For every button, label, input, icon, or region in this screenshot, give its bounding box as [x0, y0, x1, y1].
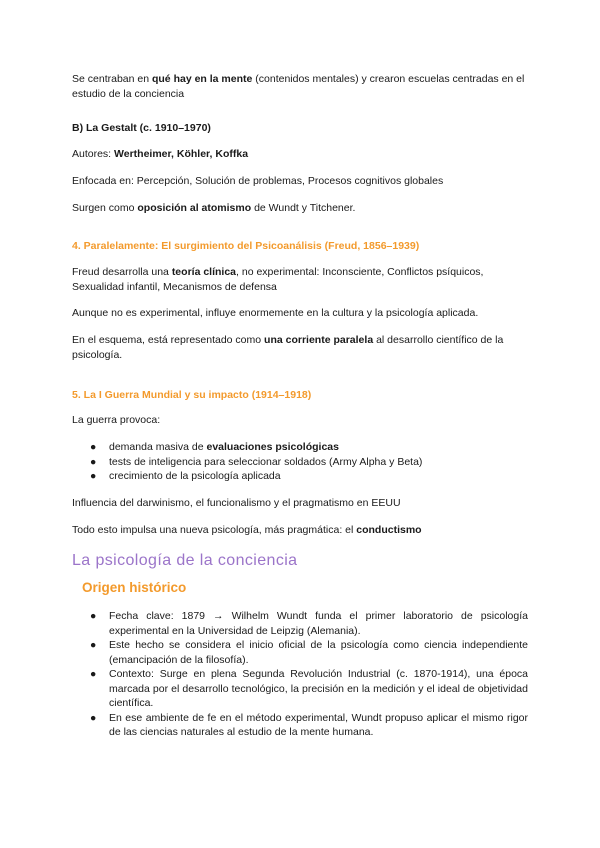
war-effects-list [72, 440, 528, 484]
gestalt-focus: Enfocada en: Percepción, Solución de problemas, Procesos cognitivos globales [72, 175, 444, 187]
psychoanalysis-influence: Aunque no es experimental, influye enormemente en la cultura y la psicología aplicada. [72, 307, 479, 319]
list-item: ● Fecha clave: 1879 → Wilhelm Wundt funda el primer laboratorio de psicología experimental en la Universidad de Leipzig (Alemania). [90, 610, 528, 637]
list-item: ● crecimiento de la psicología aplicada [90, 470, 281, 482]
list-item: ● demanda masiva de evaluaciones psicológicas [90, 441, 339, 453]
conductismo-paragraph: Todo esto impulsa una nueva psicología, más pragmática: el conductismo [72, 524, 422, 536]
section-subtitle: Origen histórico [82, 580, 187, 595]
list-item: ● tests de inteligencia para seleccionar soldados (Army Alpha y Beta) [90, 455, 423, 468]
section-4-heading: 4. Paralelamente: El surgimiento del Psicoanálisis (Freud, 1856–1939) [72, 240, 420, 252]
war-intro: La guerra provoca: [72, 414, 161, 426]
gestalt-heading: B) La Gestalt (c. 1910–1970) [72, 122, 211, 134]
history-list [72, 609, 528, 740]
freud-paragraph: Freud desarrolla una teoría clínica, no experimental: Inconsciente, Conflictos psíquicos, Sexualidad infantil, Mecanismos de defensa [72, 266, 484, 293]
gestalt-authors: Autores: Wertheimer, Köhler, Koffka [72, 148, 249, 160]
list-item: ● En ese ambiente de fe en el método experimental, Wundt propuso aplicar el mismo rigor de las ciencias naturales al estudio de la mente humana. [90, 711, 528, 738]
list-item: ● Contexto: Surge en plena Segunda Revolución Industrial (c. 1870-1914), una época marcada por el desarrollo tecnológico, la precisión en la medición y el ideal de objetividad científica. [90, 668, 528, 709]
gestalt-opposition: Surgen como oposición al atomismo de Wundt y Titchener. [72, 202, 356, 214]
darwinism-paragraph: Influencia del darwinismo, el funcionalismo y el pragmatismo en EEUU [72, 497, 401, 509]
paragraph-mente: Se centraban en qué hay en la mente (contenidos mentales) y crearon escuelas centradas en el estudio de la conciencia [72, 73, 525, 100]
section-5-heading: 5. La I Guerra Mundial y su impacto (1914–1918) [72, 389, 312, 401]
section-title: La psicología de la conciencia [72, 552, 298, 569]
list-item: ● Este hecho se considera el inicio oficial de la psicología como ciencia independiente (emancipación de la filosofía). [90, 639, 528, 666]
parallel-current-paragraph: En el esquema, está representado como una corriente paralela al desarrollo científico de la psicología. [72, 334, 504, 361]
